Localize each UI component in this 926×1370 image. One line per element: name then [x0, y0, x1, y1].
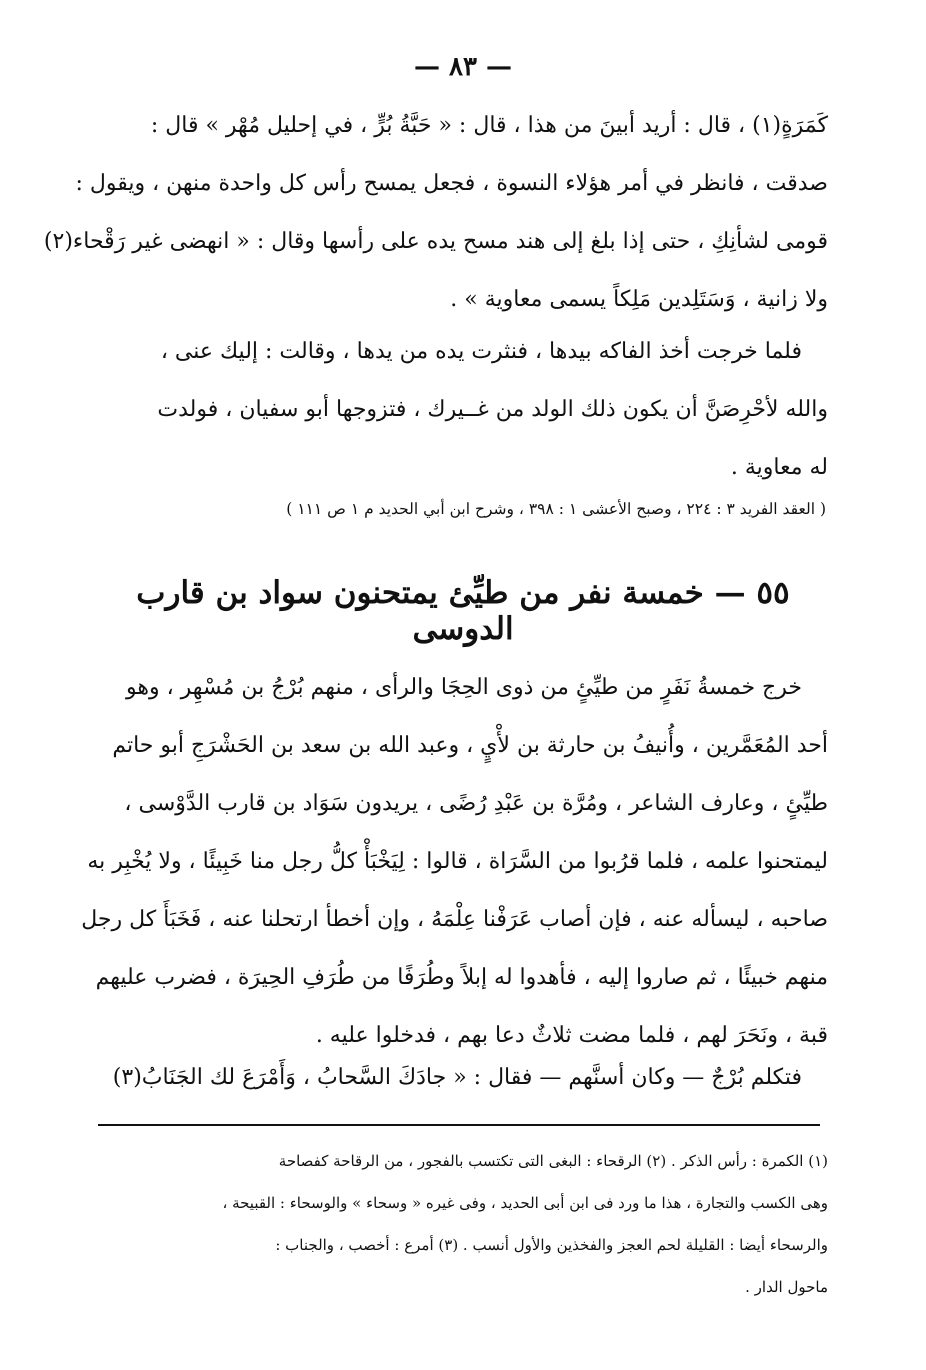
footnotes: [98, 1140, 828, 1308]
text-line: صدقت ، فانظر في أمر هؤلاء النسوة ، فجعل يمسح رأس كل واحدة منهن ، ويقول :: [75, 171, 828, 196]
paragraph-4: [98, 1049, 828, 1107]
text-line: منهم خبيئًا ، ثم صاروا إليه ، فأهدوا له إبلاً وطُرَفًا من طُرَفِ الحِيرَة ، فضرب عليهم: [95, 965, 828, 990]
text-line: له معاوية .: [730, 455, 828, 480]
text-line: كَمَرَةٍ(١) ، قال : أريد أبينَ من هذا ، قال : « حَبَّةُ بُرٍّ ، في إحليل مُهْر » قال :: [150, 113, 828, 138]
footnote-divider: [98, 1124, 820, 1126]
paragraph-3: [81, 659, 828, 1065]
footnote-line: (١) الكمرة : رأس الذكر . (٢) الرقحاء : البغى التى تكتسب بالفجور ، من الرقاحة كفصاحة: [278, 1152, 828, 1170]
text-line: صاحبه ، ليسأله عنه ، فإن أصاب عَرَفْنا عِلْمَهُ ، وإن أخطأ ارتحلنا عنه ، فَخَبَأَ كل رجل: [81, 907, 828, 932]
paragraph-2: [98, 323, 828, 497]
text-line: قومى لشأنِكِ ، حتى إذا بلغ إلى هند مسح يده على رأسها وقال : « انهضى غير رَقْحاء(٢): [43, 229, 828, 254]
footnote-line: والرسحاء أيضا : القليلة لحم العجز والفخذين والأول أنسب . (٣) أمرع : أخصب ، والجناب :: [275, 1236, 828, 1254]
source-citation: ( العقد الفريد ٣ : ٢٢٤ ، وصبح الأعشى ١ : ٣٩٨ ، وشرح ابن أبي الحديد م ١ ص ١١١ ): [286, 500, 826, 518]
text-line: ليمتحنوا علمه ، فلما قرُبوا من السَّرَاة ، قالوا : لِيَخْبَأْ كلُّ رجل منا خَبِيئًا ، ولا يُخْبِر به: [87, 849, 828, 874]
text-line: قبة ، ونَحَرَ لهم ، فلما مضت ثلاثٌ دعا بهم ، فدخلوا عليه .: [315, 1023, 828, 1048]
text-line: ولا زانية ، وَسَتَلِدين مَلِكاً يسمى معاوية » .: [450, 287, 828, 312]
text-line: فلما خرجت أخذ الفاكه بيدها ، فنثرت يده من يدها ، وقالت : إليك عنى ،: [160, 339, 802, 364]
text-line: فتكلم بُرْجٌ — وكان أسنَّهم — فقال : « جادَكَ السَّحابُ ، وَأَمْرَعَ لك الجَنَابُ(٣): [112, 1065, 802, 1090]
text-line: أحد المُعَمَّرين ، وأُنيفُ بن حارثة بن لأْيٍ ، وعبد الله بن سعد بن الحَشْرَجِ أبو حاتم: [112, 733, 828, 758]
footnote-line: ماحول الدار .: [745, 1278, 828, 1296]
section-heading: ٥٥ — خمسة نفر من طيِّئ يمتحنون سواد بن قارب الدوسى: [136, 575, 790, 647]
footnote-line: وهى الكسب والتجارة ، هذا ما ورد فى ابن أبى الحديد ، وفى غيره « وسحاء » والوسحاء : القبيحة ،: [222, 1194, 828, 1212]
text-line: والله لأحْرِصَنَّ أن يكون ذلك الولد من غــيرك ، فتزوجها أبو سفيان ، فولدت: [157, 397, 828, 422]
text-line: خرج خمسةُ نَفَرٍ من طيِّئٍ من ذوى الحِجَا والرأى ، منهم بُرْجُ بن مُسْهِر ، وهو: [125, 675, 802, 700]
text-line: طيِّئٍ ، وعارف الشاعر ، ومُرَّة بن عَبْدِ رُضًى ، يريدون سَوَاد بن قارب الدَّوْسى ،: [124, 791, 828, 816]
paragraph-1: [43, 97, 828, 329]
page-number: — ٨٣ —: [413, 52, 513, 82]
